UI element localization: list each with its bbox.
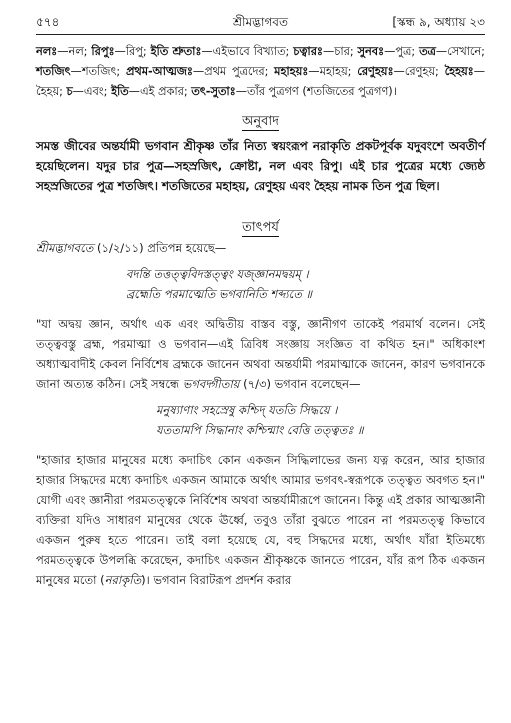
synonym-term: রিপুঃ [91, 45, 115, 58]
purport-source-line: শ্রীমদ্ভাগবতে (১/২/১১) প্রতিপন্ন হয়েছে— [36, 241, 227, 255]
spacer [36, 196, 485, 208]
page-body [36, 42, 485, 590]
synonym-term: ইতি শ্রুতাঃ [150, 45, 202, 58]
purport-paragraph: "যা অদ্বয় জ্ঞান, অর্থাৎ এক এবং অদ্বিতীয় বাস্তব বস্তু, জ্ঞানীগণ তাকেই পরমার্থ বলেন। সেই তত্ত্ববস্তু ব্রহ্ম, পরমাত্মা ও ভগবান—এই ত্রিবিধ সংজ্ঞায় সংজ্ঞিত বা কথিত হন।" অধিকাংশ অধ্যাত্মবাদীই কেবল নির্বিশেষ ব্রহ্মকে জানেন অথবা অন্তর্যামী পরমাত্মাকে জানেন, কারণ ভগবানকে জানা অত্যন্ত কঠিন। সেই সম্বন্ধে ভগবদ্গীতায় (৭/৩) ভগবান বলেছেন— [36, 317, 485, 391]
word-for-word-synonyms [36, 42, 485, 102]
synonym-term: ইতি [111, 85, 129, 98]
book-title: শ্রীমদ্ভাগবত [232, 15, 288, 29]
synonym-meaning: —মহাহয়; [308, 65, 358, 78]
header-rule [36, 34, 485, 35]
source-title: ভগবদ্গীতায় [182, 377, 240, 391]
purport-heading: তাৎপর্য [242, 220, 279, 235]
synonym-term: রেণুহয়ঃ [357, 65, 394, 78]
synonym-meaning: —তাঁর পুত্রগণ (শতজিতের পুত্রগণ)। [235, 85, 397, 98]
synonym-meaning: —সেখানে; [435, 45, 485, 58]
synonym-term: সুনবঃ [357, 45, 385, 58]
sanskrit-verse-line: মনুষ্যাণাং সহস্রেষু কশ্চিদ্ যততি সিদ্ধয়ে । [156, 403, 338, 417]
synonym-term: প্রথম-আত্মজঃ [125, 65, 193, 78]
synonym-term: তৎ-সুতাঃ [191, 85, 236, 98]
chapter-reference: [স্কন্ধ ৯, অধ্যায় ২৩ [392, 15, 485, 29]
synonym-meaning: —রিপু; [114, 45, 151, 58]
synonym-meaning: —হৈহয়; [36, 65, 485, 98]
synonym-meaning: —শতজিৎ; [70, 65, 126, 78]
synonym-term: মহাহয়ঃ [274, 65, 309, 78]
spacer [36, 304, 485, 310]
page-header [36, 14, 485, 34]
synonym-meaning: —এইভাবে বিখ্যাত; [201, 45, 294, 58]
synonym-term: তত্র [419, 45, 436, 58]
translation-heading: অনুবাদ [242, 114, 279, 129]
synonym-term: চত্বারঃ [293, 45, 323, 58]
spacer [36, 440, 485, 446]
synonym-term: নলঃ [36, 45, 58, 58]
sanskrit-verse-line: বদন্তি তত্তত্ত্ববিদস্তত্ত্বং যজ্জ্ঞানমদ্বয়ম্ । [126, 267, 309, 281]
purport-paragraph: "হাজার হাজার মানুষের মধ্যে কদাচিৎ কোন একজন সিদ্ধিলাভের জন্য যত্ন করেন, আর হাজার হাজার সিদ্ধদের মধ্যে কদাচিৎ একজন আমাকে অর্থাৎ আমার ভগবৎ-স্বরূপকে তত্ত্বত অবগত হন।" যোগী এবং জ্ঞানীরা পরমতত্ত্বকে নির্বিশেষ অথবা অন্তর্যামীরূপে জানেন। কিন্তু এই প্রকার আত্মজ্ঞানী ব্যক্তিরা যদিও সাধারণ মানুষের থেকে ঊর্ধ্বে, তবুও তাঁরা বুঝতে পারেন না পরমতত্ত্ব কিভাবে একজন পুরুষ হতে পারেন। তাই বলা হয়েছে যে, বহু সিদ্ধদের মধ্যে, অর্থাৎ যাঁরা ইতিমধ্যে পরমতত্ত্বকে উপলব্ধি করেছেন, কদাচিৎ একজন শ্রীকৃষ্ণকে জানতে পারেন, যাঁর রূপ ঠিক একজন মানুষের মতো (নরাকৃতি)। ভগবান বিরাটরূপ প্রদর্শন করার [36, 453, 485, 587]
synonym-term: শতজিৎ [36, 65, 71, 78]
sanskrit-verse-line: ব্রহ্মেতি পরমাত্মেতি ভগবানিতি শব্দ্যতে ॥ [126, 287, 313, 301]
synonym-term: চ [66, 85, 73, 98]
synonym-meaning: —পুত্র; [384, 45, 420, 58]
synonym-meaning: —নল; [57, 45, 92, 58]
synonym-term: হৈহয়ঃ [444, 65, 474, 78]
synonym-meaning: —চার; [322, 45, 358, 58]
synonym-meaning: —এই প্রকার; [128, 85, 192, 98]
sanskrit-verse-line: যততামপি সিদ্ধানাং কশ্চিন্মাং বেত্তি তত্ত্বতঃ ॥ [156, 423, 364, 437]
synonym-meaning: —রেণুহয়; [393, 65, 445, 78]
page-number: ৫৭৪ [36, 15, 60, 29]
synonym-meaning: —প্রথম পুত্রদের; [192, 65, 275, 78]
source-title: শ্রীমদ্ভাগবতে [36, 241, 94, 255]
translation-text: সমস্ত জীবের অন্তর্যামী ভগবান শ্রীকৃষ্ণ তাঁর নিত্য স্বয়ংরূপ নরাকৃতি প্রকটপূর্বক যদুবংশে অবতীর্ণ হয়েছিলেন। যদুর চার পুত্র—সহস্রজিৎ, ক্রোষ্টা, নল এবং রিপু। এই চার পুত্রের মধ্যে জ্যেষ্ঠ সহস্রজিতের পুত্র শতজিৎ। শতজিতের মহাহয়, রেণুহয় এবং হৈহয় নামক তিন পুত্র ছিল। [36, 139, 485, 193]
synonym-meaning: —এবং; [72, 85, 112, 98]
